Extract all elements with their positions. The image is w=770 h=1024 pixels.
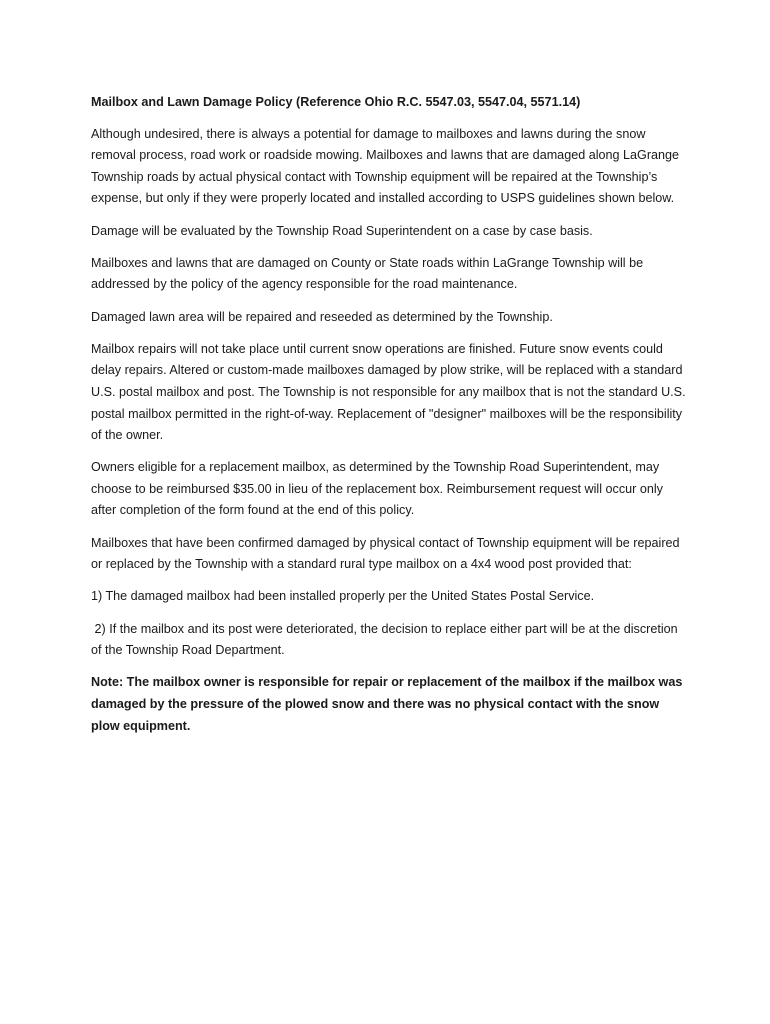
- paragraph-replacement-conditions: Mailboxes that have been confirmed damaged by physical contact of Township equipment will be repaired or replaced by the Township with a standard rural type mailbox on a 4x4 wood post provided that:: [91, 535, 680, 572]
- document-page: [91, 92, 687, 737]
- document-title: Mailbox and Lawn Damage Policy (Reference Ohio R.C. 5547.03, 5547.04, 5571.14): [91, 95, 581, 109]
- condition-item-2: 2) If the mailbox and its post were deteriorated, the decision to replace either part will be at the discretion of the Township Road Department.: [91, 621, 678, 658]
- paragraph-evaluation: Damage will be evaluated by the Township Road Superintendent on a case by case basis.: [91, 223, 593, 238]
- paragraph-intro: Although undesired, there is always a potential for damage to mailboxes and lawns during the snow removal process, road work or roadside mowing. Mailboxes and lawns that are damaged along LaGrange Township roads by actual physical contact with Township equipment will be repaired at the Township’s expense, but only if they were properly located and installed according to USPS guidelines shown below.: [91, 126, 680, 206]
- paragraph-lawn-repair: Damaged lawn area will be repaired and reseeded as determined by the Township.: [91, 309, 553, 324]
- paragraph-county-state-roads: Mailboxes and lawns that are damaged on County or State roads within LaGrange Township will be addressed by the policy of the agency responsible for the road maintenance.: [91, 255, 644, 292]
- paragraph-mailbox-repairs: Mailbox repairs will not take place until current snow operations are finished. Future snow events could delay repairs. Altered or custom-made mailboxes damaged by plow strike, will be replaced with a standard U.S. postal mailbox and post. The Township is not responsible for any mailbox that is not the standard U.S. postal mailbox permitted in the right-of-way. Replacement of "designer" mailboxes will be the responsibility of the owner.: [91, 341, 686, 443]
- condition-item-1: 1) The damaged mailbox had been installed properly per the United States Postal Service.: [91, 589, 595, 604]
- owner-responsibility-note: Note: The mailbox owner is responsible for repair or replacement of the mailbox if the mailbox was damaged by the pressure of the plowed snow and there was no physical contact with the snow plow equipment.: [91, 675, 683, 733]
- paragraph-reimbursement: Owners eligible for a replacement mailbox, as determined by the Township Road Superintendent, may choose to be reimbursed $35.00 in lieu of the replacement box. Reimbursement request will occur only after completion of the form found at the end of this policy.: [91, 460, 663, 518]
